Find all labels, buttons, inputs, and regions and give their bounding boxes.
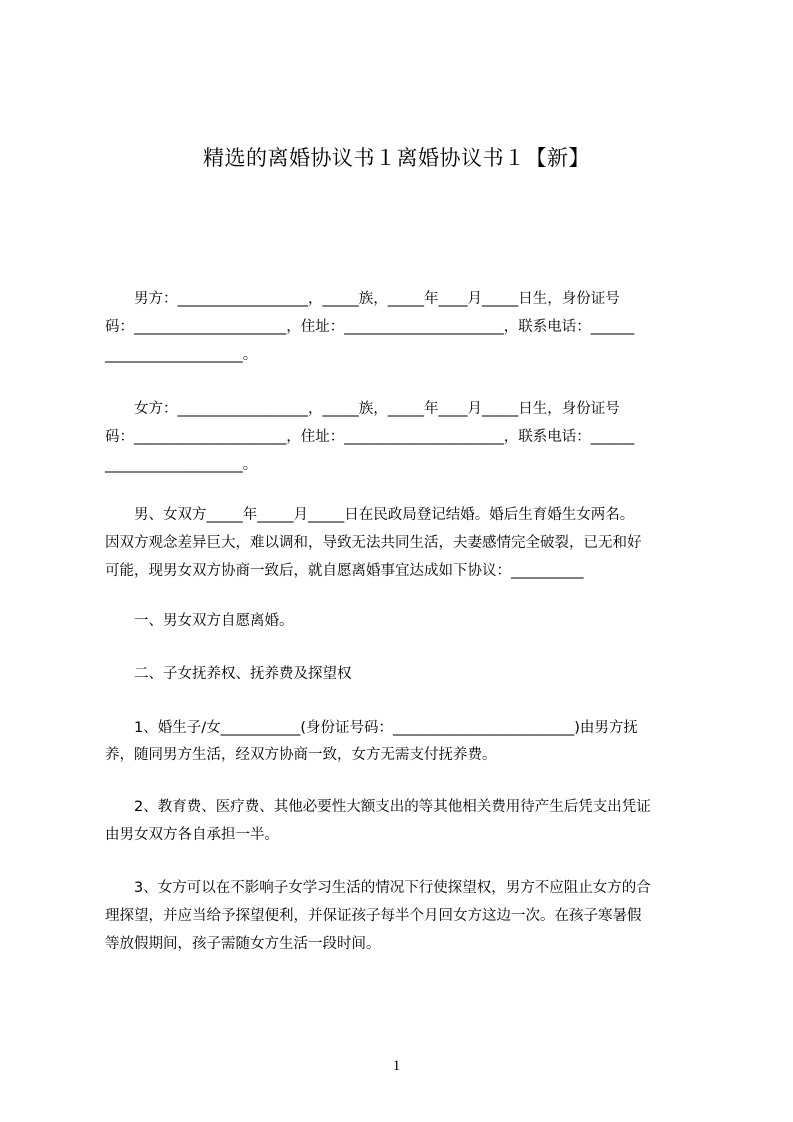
clause-2-item-1-line-1: 1、婚生子/女___________(身份证号码：_________________________)由男方抚 <box>105 720 638 736</box>
clause-1-heading: 一、男女双方自愿离婚。 <box>105 613 294 629</box>
clause-2-item-2-line-1: 2、教育费、医疗费、其他必要性大额支出的等其他相关费用待产生后凭支出凭证 <box>105 799 651 815</box>
marriage-background-line-1: 男、女双方_____年_____月_____日在民政局登记结婚。婚后生育婚生女两名。 <box>105 507 635 523</box>
male-party-line-1: 男方：__________________，_____族，_____年____月_____日生，身份证号 <box>105 291 620 307</box>
clause-2-item-3-line-3: 等放假期间，孩子需随女方生活一段时间。 <box>105 936 381 952</box>
male-party-line-3: ___________________。 <box>105 347 258 363</box>
female-party-line-3: ___________________。 <box>105 457 258 473</box>
clause-2-item-3-line-1: 3、女方可以在不影响子女学习生活的情况下行使探望权，男方不应阻止女方的合 <box>105 880 651 896</box>
marriage-background-line-3: 可能，现男女双方协商一致后，就自愿离婚事宜达成如下协议：__________ <box>105 563 584 579</box>
clause-2-heading: 二、子女抚养权、抚养费及探望权 <box>105 666 352 682</box>
clause-2-item-2-line-2: 由男女双方各自承担一半。 <box>105 827 279 843</box>
clause-2-item-1-line-2: 养，随同男方生活，经双方协商一致，女方无需支付抚养费。 <box>105 747 497 763</box>
document-title: 精选的离婚协议书１离婚协议书１【新】 <box>203 146 590 170</box>
marriage-background-line-2: 因双方观念差异巨大，难以调和，导致无法共同生活，夫妻感情完全破裂，已无和好 <box>105 535 642 551</box>
page-number: 1 <box>392 1058 401 1074</box>
female-party-line-2: 码：_____________________，住址：______________________，联系电话：______ <box>105 429 635 445</box>
male-party-line-2: 码：_____________________，住址：______________________，联系电话：______ <box>105 319 635 335</box>
female-party-line-1: 女方：__________________，_____族，_____年____月_____日生，身份证号 <box>105 401 620 417</box>
clause-2-item-3-line-2: 理探望，并应当给予探望便利，并保证孩子每半个月回女方这边一次。在孩子寒暑假 <box>105 908 642 924</box>
